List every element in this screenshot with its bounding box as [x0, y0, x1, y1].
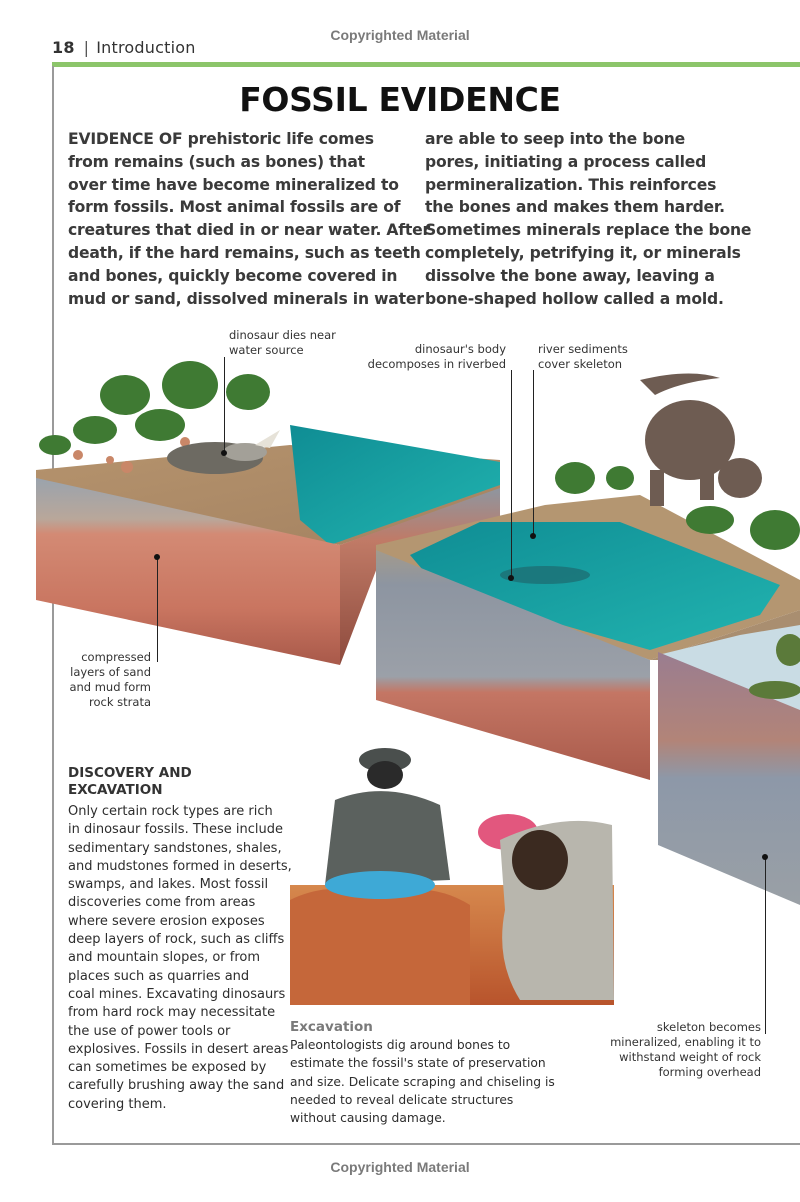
leader-line: [533, 370, 534, 535]
intro-line: pores, initiating a process called: [425, 152, 707, 171]
leader-line: [765, 857, 766, 1034]
separator: |: [83, 38, 90, 57]
label-rock-strata: compressed layers of sand and mud form rock strata: [69, 650, 151, 709]
leader-dot: [154, 554, 160, 560]
leader-line: [157, 557, 158, 662]
photo-caption-title: Excavation: [290, 1019, 373, 1035]
intro-line: over time have become mineralized to: [68, 175, 399, 194]
intro-line: from remains (such as bones) that: [68, 152, 365, 171]
intro-line: bone-shaped hollow called a mold.: [425, 289, 724, 308]
intro-line: the bones and makes them harder.: [425, 198, 725, 217]
intro-line: dissolve the bone away, leaving a: [425, 266, 715, 285]
discovery-body: Only certain rock types are rich in dinosaur fossils. These include sedimentary sandstones, shales, and mudstones formed in deserts, swamps, and lakes. Most fossil discoveries come from areas where severe erosion exposes deep layers of rock, such as cliffs and mountain slopes, or from places such as quarries and coal mines. Excavating dinosaurs from hard rock may necessitate the use of power tools or explosives. Fossils in desert areas can sometimes be exposed by carefully brushing away the sand covering them.: [68, 804, 292, 1112]
intro-line: and bones, quickly become covered in: [68, 266, 398, 285]
copyright-watermark-top: Copyrighted Material: [330, 27, 470, 43]
leader-line: [224, 357, 225, 452]
leader-dot: [530, 533, 536, 539]
leader-line: [511, 370, 512, 578]
excavation-photo: [290, 748, 614, 1005]
intro-line: Sometimes minerals replace the bone: [425, 221, 752, 240]
intro-line: creatures that died in or near water. After: [68, 221, 430, 240]
leader-dot: [221, 450, 227, 456]
intro-line: death, if the hard remains, such as teeth: [68, 243, 421, 262]
intro-line: mud or sand, dissolved minerals in water: [68, 289, 424, 308]
leader-dot: [762, 854, 768, 860]
rock-block-3: [658, 625, 800, 905]
label-body-decomposes: dinosaur's body decomposes in riverbed: [367, 342, 506, 371]
page-number: 18: [52, 38, 75, 57]
intro-line: form fossils. Most animal fossils are of: [68, 198, 401, 217]
label-sediments-cover: river sediments cover skeleton: [538, 342, 628, 371]
label-skeleton-mineralized: skeleton becomes mineralized, enabling it to withstand weight of rock forming overhead: [610, 1020, 761, 1079]
intro-line: permineralization. This reinforces: [425, 175, 717, 194]
intro-line: completely, petrifying it, or minerals: [425, 243, 741, 262]
section-name: Introduction: [96, 38, 196, 57]
photo-caption-body: Paleontologists dig around bones to estimate the fossil's state of preservation and size. Delicate scraping and chiseling is needed to reveal delicate structures without causing damage.: [290, 1038, 555, 1126]
intro-line: EVIDENCE OF prehistoric life comes: [68, 130, 374, 148]
section-heading-discovery: DISCOVERY AND EXCAVATION: [68, 765, 192, 798]
intro-line: are able to seep into the bone: [425, 130, 686, 148]
t-rex-figure: [640, 373, 762, 506]
label-dies-near-water: dinosaur dies near water source: [229, 328, 336, 357]
page-title: FOSSIL EVIDENCE: [239, 80, 561, 119]
copyright-watermark-bottom: Copyrighted Material: [330, 1159, 470, 1175]
leader-dot: [508, 575, 514, 581]
